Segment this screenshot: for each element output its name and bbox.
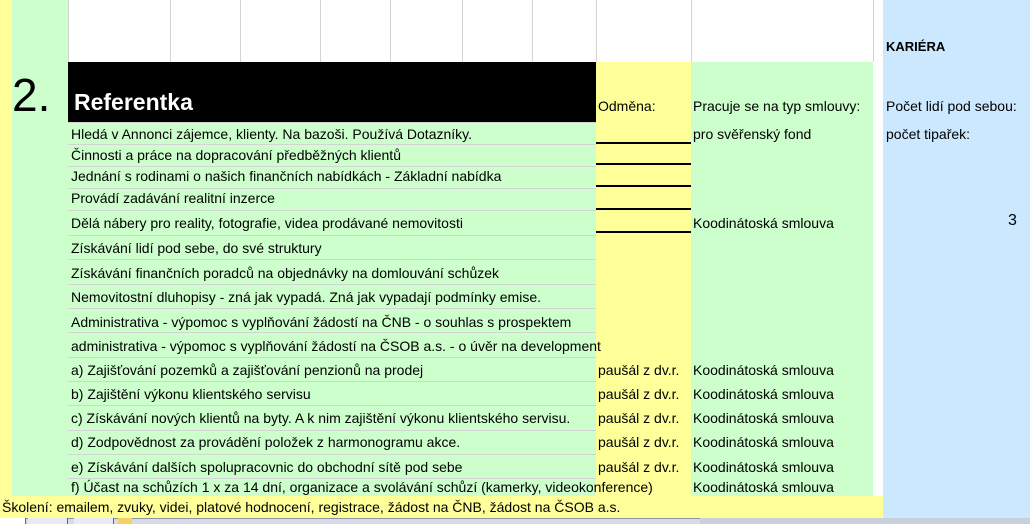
task-item: Hledá v Annonci zájemce, klienty. Na bazoši. Používá Dotazníky.: [71, 126, 473, 142]
grid-line: [170, 0, 171, 62]
row-line: [68, 122, 596, 123]
row-line: [68, 259, 596, 260]
left-yellow-strip: [0, 0, 12, 524]
row-line: [68, 381, 596, 382]
contract-value: Koodinátoská smlouva: [693, 459, 834, 475]
contract-value: Koodinátoská smlouva: [693, 479, 834, 495]
horizontal-scrollbar[interactable]: [700, 518, 1030, 524]
contract-value: Koodinátoská smlouva: [693, 362, 834, 378]
task-item: c) Získávání nových klientů na byty. A k nim zajištění výkonu klientského servisu.: [71, 410, 571, 426]
task-item: Administrativa - výpomoc s vyplňování žádostí na ČNB - o souhlas s prospektem: [71, 314, 572, 330]
row-line: [68, 210, 596, 211]
row-line: [68, 188, 596, 189]
row-line: [68, 166, 596, 167]
contract-value: Koodinátoská smlouva: [693, 434, 834, 450]
row-line: [68, 144, 596, 145]
pay-value: paušál z dv.r.: [598, 362, 680, 378]
grid-line: [240, 0, 241, 62]
tipsters-label: počet tipařek:: [886, 126, 971, 142]
task-item: Získávání finančních poradců na objednávky na domlouvání schůzek: [71, 265, 500, 281]
odmena-header: Odměna:: [598, 98, 656, 114]
task-item: Dělá nábery pro reality, fotografie, videa prodávané nemovitosti: [71, 215, 463, 231]
header-white-area: [68, 0, 873, 62]
career-header: KARIÉRA: [886, 39, 946, 54]
contract-value: Koodinátoská smlouva: [693, 410, 834, 426]
task-item: Činnosti a práce na dopracování předběžných klientů: [71, 147, 401, 163]
row-line: [68, 332, 596, 333]
grid-line: [596, 0, 597, 62]
people-under-label: Počet lidí pod sebou:: [886, 98, 1017, 114]
grid-line: [691, 0, 692, 62]
pay-underline: [596, 163, 691, 165]
grid-line: [873, 0, 874, 62]
pay-yellow-column: [596, 62, 691, 496]
task-item: b) Zajištění výkonu klientského servisu: [71, 386, 311, 402]
training-row-blue: [883, 496, 1030, 518]
contract-value: Koodinátoská smlouva: [693, 386, 834, 402]
grid-line: [532, 0, 533, 62]
row-number: 2.: [12, 69, 51, 121]
row-line: [68, 430, 596, 431]
page-title: Referentka: [74, 89, 193, 115]
career-blue-column: [883, 0, 1030, 496]
row-line: [68, 284, 596, 285]
task-item: Získávání lidí pod sebe, do své struktury: [71, 240, 322, 256]
task-item: Provádí zadávání realitní inzerce: [71, 190, 275, 206]
task-item: Jednání s rodinami o našich finančních nabídkách - Základní nabídka: [71, 168, 502, 184]
contract-type-header: Pracuje se na typ smlouvy:: [693, 98, 861, 114]
sheet-tab-2[interactable]: [28, 518, 68, 524]
pay-underline: [596, 208, 691, 210]
grid-line: [462, 0, 463, 62]
grid-line: [320, 0, 321, 62]
row-line: [68, 405, 596, 406]
pay-underline: [596, 142, 691, 144]
insert-sheet-icon[interactable]: [118, 518, 132, 524]
pay-underline: [596, 231, 691, 233]
task-item: d) Zodpovědnost za provádění položek z harmonogramu akce.: [71, 434, 461, 450]
row-line: [68, 357, 596, 358]
pay-value: paušál z dv.r.: [598, 459, 680, 475]
pay-value: paušál z dv.r.: [598, 386, 680, 402]
sheet-tab-1[interactable]: [0, 518, 26, 524]
training-text: Školení: emailem, zvuky, videi, platové hodnocení, registrace, žádost na ČNB, žádost na ČSOB a.s.: [2, 499, 621, 515]
pay-value: paušál z dv.r.: [598, 434, 680, 450]
grid-line: [68, 0, 69, 62]
sheet-tab-3[interactable]: [74, 518, 114, 524]
row-line: [68, 454, 596, 455]
task-item: Nemovitostní dluhopisy - zná jak vypadá. Zná jak vypadají podmínky emise.: [71, 289, 542, 305]
row-line: [68, 235, 596, 236]
tipsters-value: 3: [1008, 212, 1017, 229]
task-item: f) Účast na schůzích 1 x za 14 dní, organizace a svolávání schůzí (kamerky, videokonference): [71, 479, 653, 495]
task-item: e) Získávání dalších spolupracovnic do obchodní sítě pod sebe: [71, 459, 463, 475]
contract-value: Koodinátoská smlouva: [693, 215, 834, 231]
gap-column: [873, 0, 883, 496]
task-item: administrativa - výpomoc s vyplňování žádostí na ČSOB a.s. - o úvěr na development: [71, 338, 601, 354]
grid-line: [390, 0, 391, 62]
contract-value: pro svěřenský fond: [693, 126, 812, 142]
task-item: a) Zajišťování pozemků a zajišťování penzionů na prodej: [71, 362, 424, 378]
row-line: [68, 308, 596, 309]
pay-underline: [596, 185, 691, 187]
pay-value: paušál z dv.r.: [598, 410, 680, 426]
